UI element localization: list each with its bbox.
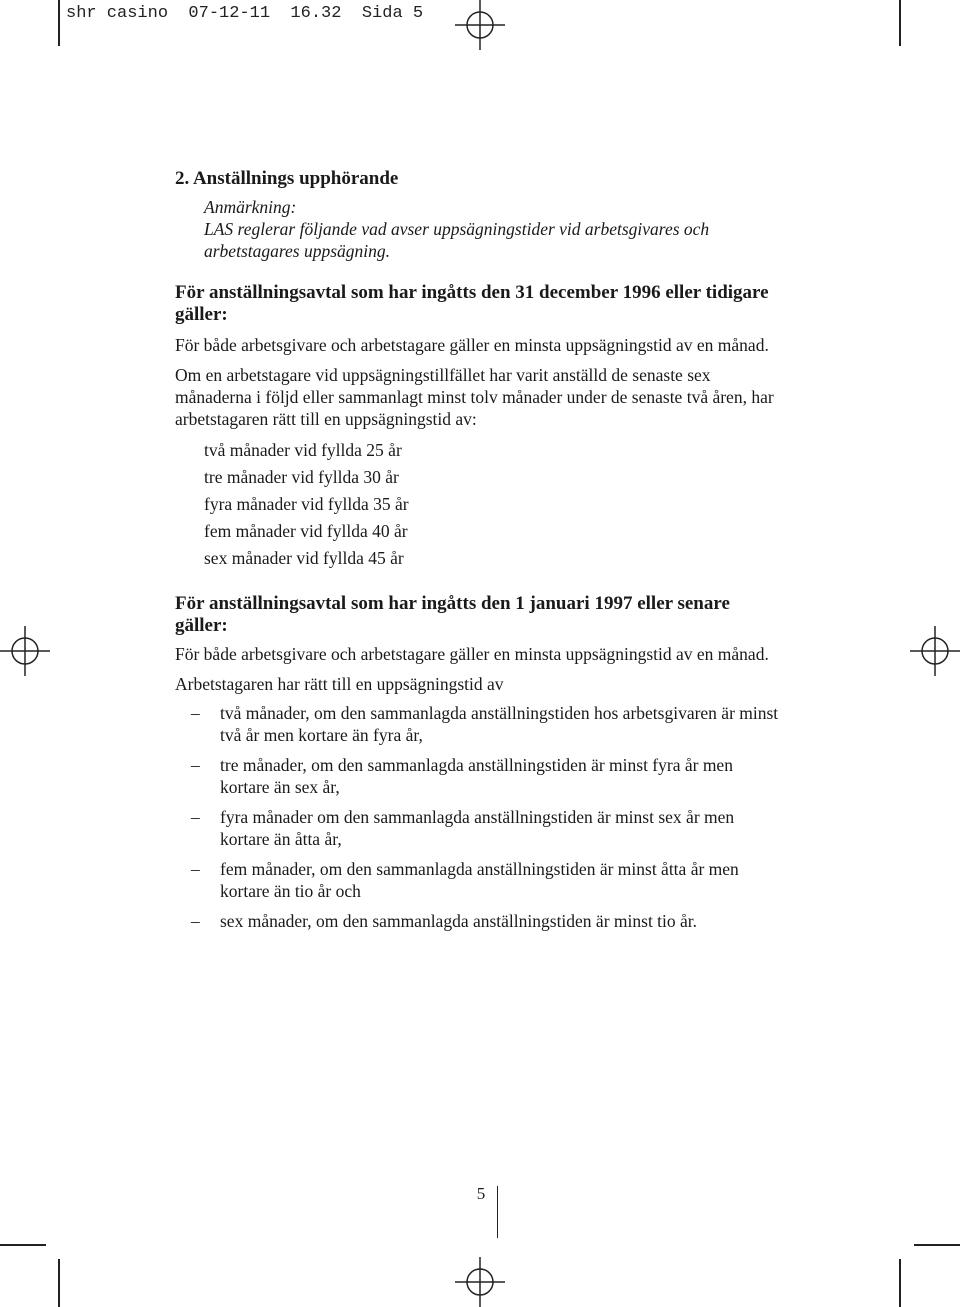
dash-marker: – <box>191 807 200 827</box>
section1-para2: Om en arbetstagare vid uppsägningstillfället har varit anställd de senaste sex månaderna i följd eller sammanlagt minst tolv månader under de senaste två åren, har arbetstagaren rätt till en uppsägningstid av: <box>175 365 774 429</box>
crop-mark-bottom-right <box>899 1259 901 1307</box>
dash-list-text: sex månader, om den sammanlagda anställningstiden är minst tio år. <box>220 911 698 931</box>
dash-marker: – <box>191 755 200 775</box>
dash-list-text: fyra månader om den sammanlagda anställningstiden är minst sex år men kortare än åtta år, <box>220 807 735 849</box>
dash-marker: – <box>191 911 200 931</box>
page-number-rule <box>497 1186 498 1238</box>
section2-para1: För både arbetsgivare och arbetstagare gäller en minsta uppsägningstid av en månad. <box>175 644 769 664</box>
dash-list-text: fem månader, om den sammanlagda anställningstiden är minst åtta år men kortare än tio år och <box>220 859 739 901</box>
dash-list-item <box>175 858 785 902</box>
age-list-item: sex månader vid fyllda 45 år <box>204 548 404 568</box>
registration-mark-top <box>455 0 505 50</box>
section-heading: 2. Anställnings upphörande <box>175 168 399 189</box>
age-list-item: fem månader vid fyllda 40 år <box>204 521 408 541</box>
age-list-item: två månader vid fyllda 25 år <box>204 440 402 460</box>
note-text: LAS reglerar följande vad avser uppsägningstider vid arbetsgivares och arbetstagares uppsägning. <box>204 219 710 261</box>
crop-mark-bottom-left <box>58 1259 60 1307</box>
dash-marker: – <box>191 703 200 723</box>
section1-para1: För både arbetsgivare och arbetstagare gäller en minsta uppsägningstid av en månad. <box>175 335 769 355</box>
crop-mark-top-right <box>899 0 901 46</box>
crop-mark-top-left <box>58 0 60 46</box>
age-list <box>175 439 785 569</box>
dash-list-item <box>175 754 785 798</box>
registration-mark-right <box>910 626 960 676</box>
print-slug: shr casino 07-12-11 16.32 Sida 5 <box>66 4 424 23</box>
registration-mark-bottom <box>455 1257 505 1307</box>
crop-mark-bottom-right-h <box>914 1244 960 1246</box>
section2-title: För anställningsavtal som har ingåtts den 1 januari 1997 eller senare gäller: <box>175 593 730 636</box>
registration-mark-left <box>0 626 50 676</box>
section2-para2: Arbetstagaren har rätt till en uppsägningstid av <box>175 674 504 694</box>
note-label: Anmärkning: <box>204 197 297 217</box>
age-list-item: tre månader vid fyllda 30 år <box>204 467 399 487</box>
dash-list-text: två månader, om den sammanlagda anställningstiden hos arbetsgivaren är minst två år men kortare än fyra år, <box>220 703 779 745</box>
dash-marker: – <box>191 859 200 879</box>
dash-list-item <box>175 806 785 850</box>
section1-title: För anställningsavtal som har ingåtts den 31 december 1996 eller tidigare gäller: <box>175 282 769 325</box>
document-body <box>175 168 785 940</box>
dash-list-item <box>175 910 785 932</box>
dash-list-item <box>175 702 785 746</box>
page-number: 5 <box>476 1184 486 1203</box>
dash-list-text: tre månader, om den sammanlagda anställningstiden är minst fyra år men kortare än sex år, <box>220 755 733 797</box>
crop-mark-bottom-left-h <box>0 1244 46 1246</box>
age-list-item: fyra månader vid fyllda 35 år <box>204 494 409 514</box>
